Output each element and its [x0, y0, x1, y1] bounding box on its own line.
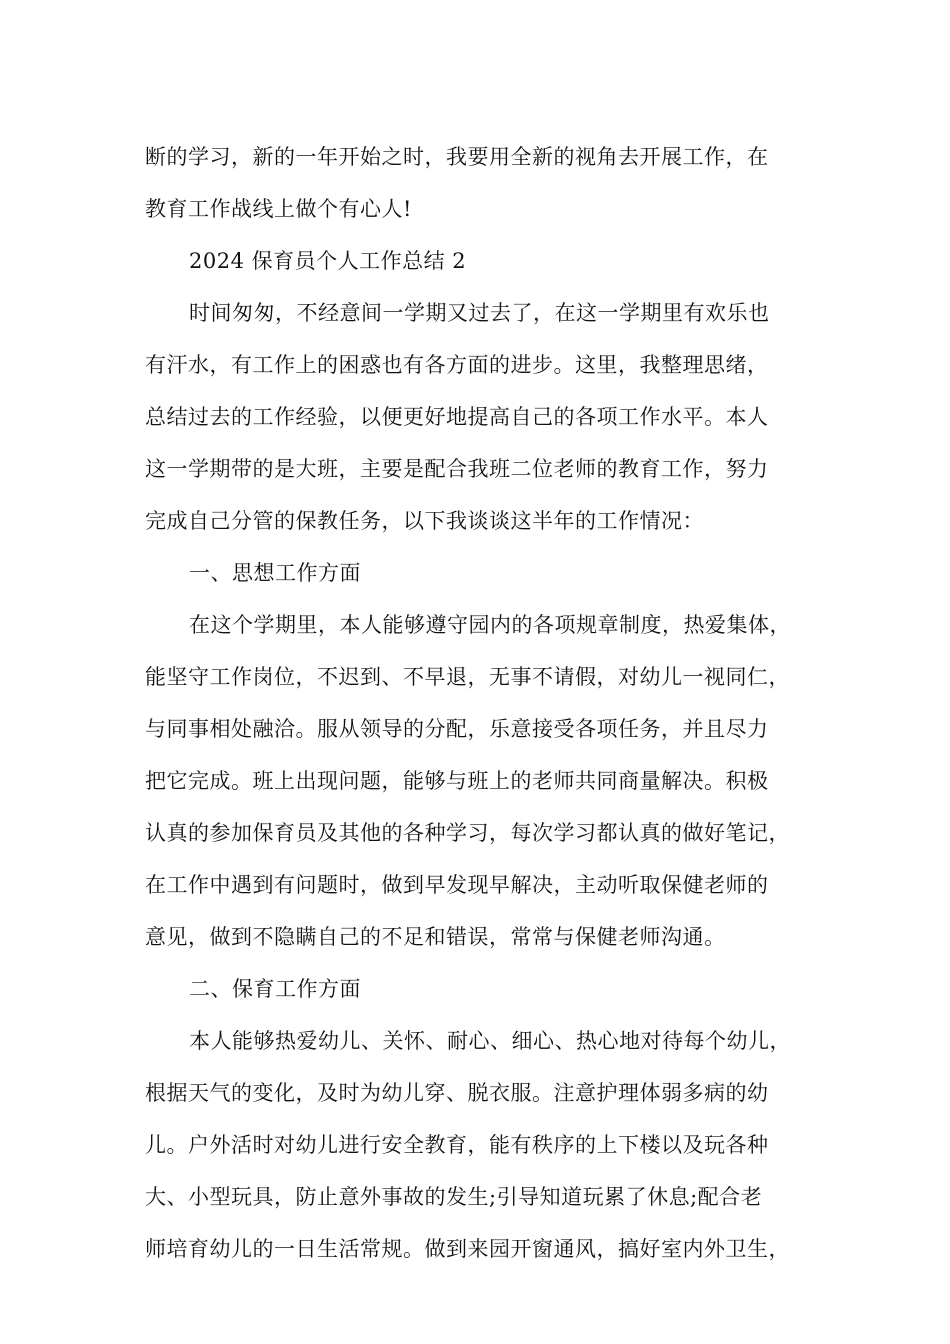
section-heading: 一、思想工作方面 — [189, 561, 361, 585]
section-title: 2024 保育员个人工作总结 2 — [189, 249, 467, 273]
text-line: 师培育幼儿的一日生活常规。做到来园开窗通风，搞好室内外卫生， — [145, 1237, 790, 1261]
text-line: 意见，做到不隐瞒自己的不足和错误，常常与保健老师沟通。 — [145, 925, 726, 949]
section-heading: 二、保育工作方面 — [189, 977, 361, 1001]
text-line: 与同事相处融洽。服从领导的分配，乐意接受各项任务，并且尽力 — [145, 717, 769, 741]
text-line: 在工作中遇到有问题时，做到早发现早解决，主动听取保健老师的 — [145, 873, 769, 897]
text-line: 完成自己分管的保教任务，以下我谈谈这半年的工作情况： — [145, 509, 704, 533]
text-line: 能坚守工作岗位，不迟到、不早退，无事不请假，对幼儿一视同仁， — [145, 665, 790, 689]
text-line: 把它完成。班上出现问题，能够与班上的老师共同商量解决。积极 — [145, 769, 769, 793]
text-line: 时间匆匆，不经意间一学期又过去了，在这一学期里有欢乐也 — [189, 301, 770, 325]
text-line: 断的学习，新的一年开始之时，我要用全新的视角去开展工作，在 — [145, 145, 769, 169]
text-line: 这一学期带的是大班，主要是配合我班二位老师的教育工作，努力 — [145, 457, 769, 481]
text-line: 认真的参加保育员及其他的各种学习，每次学习都认真的做好笔记， — [145, 821, 790, 845]
text-line: 大、小型玩具，防止意外事故的发生;引导知道玩累了休息;配合老 — [145, 1185, 763, 1209]
text-line: 根据天气的变化，及时为幼儿穿、脱衣服。注意护理体弱多病的幼 — [145, 1081, 769, 1105]
text-line: 教育工作战线上做个有心人! — [145, 197, 412, 221]
text-line: 本人能够热爱幼儿、关怀、耐心、细心、热心地对待每个幼儿， — [189, 1029, 791, 1053]
text-line: 总结过去的工作经验，以便更好地提高自己的各项工作水平。本人 — [145, 405, 769, 429]
text-line: 儿。户外活时对幼儿进行安全教育，能有秩序的上下楼以及玩各种 — [145, 1133, 769, 1157]
text-line: 在这个学期里，本人能够遵守园内的各项规章制度，热爱集体， — [189, 613, 791, 637]
text-line: 有汗水，有工作上的困惑也有各方面的进步。这里，我整理思绪， — [145, 353, 769, 377]
